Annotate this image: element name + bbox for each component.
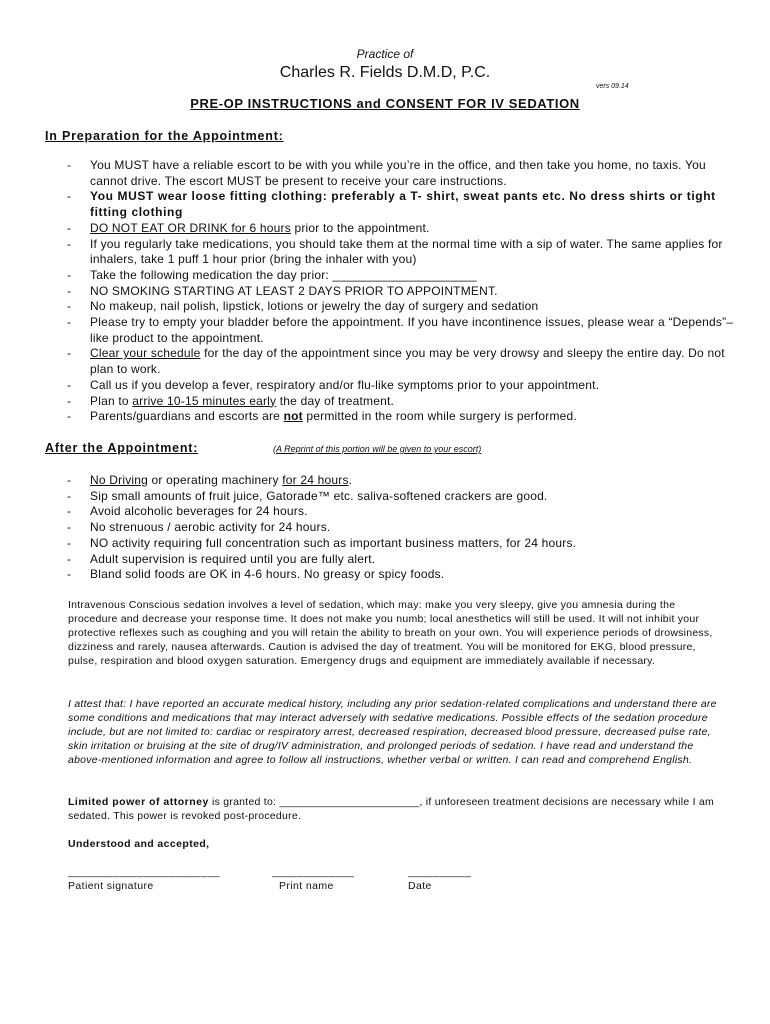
sedation-paragraph: Intravenous Conscious sedation involves a level of sedation, which may: make you very sleepy, give you amnesia during the procedure and decrease your response time. It does not make you numb; local anesthetics will still be used. It will not inhibit your protective reflexes such as coughing and you will retain the ability to breath on your own. You will experience periods of drowsiness, dizziness and rarely, nausea afterwards. Caution is advised the day of treatment. You will be monitored for EKG, blood pressure, pulse, respiration and blood oxygen saturation. Emergency drugs and equipment are immediately available if necessary.: [68, 599, 713, 667]
list-item: - Bland solid foods are OK in 4-6 hours. No greasy or spicy foods.: [67, 567, 445, 582]
list-item: - Please try to empty your bladder before the appointment. If you have incontinence issues, please wear a “Depends”–like product to the appointment.: [67, 315, 734, 345]
list-item: - Adult supervision is required until you are fully alert.: [67, 551, 376, 566]
print-name-line[interactable]: _____________: [272, 866, 355, 878]
list-item: - Call us if you develop a fever, respiratory and/or flu-like symptoms prior to your appointment.: [67, 377, 600, 392]
poa-text: is granted to: _______________________, if unforeseen treatment decisions are necessary while I am sedated. This power is revoked post-procedure.: [68, 796, 714, 822]
list-item: - No makeup, nail polish, lipstick, lotions or jewelry the day of surgery and sedation: [67, 299, 539, 314]
list-item: - NO activity requiring full concentration such as important business matters, for 24 hours.: [67, 535, 577, 550]
list-item: - Sip small amounts of fruit juice, Gatorade™ etc. saliva-softened crackers are good.: [67, 488, 548, 503]
preparation-heading: In Preparation for the Appointment:: [45, 129, 284, 143]
doctor-name: Charles R. Fields D.M.D, P.C.: [279, 64, 491, 81]
list-item: - No Driving or operating machinery for 24 hours.: [67, 473, 353, 487]
power-of-attorney-paragraph: [68, 795, 718, 823]
poa-label: Limited power of attorney: [68, 796, 209, 808]
document-title: PRE-OP INSTRUCTIONS and CONSENT FOR IV SEDATION: [190, 96, 580, 111]
list-item: - No strenuous / aerobic activity for 24 hours.: [67, 520, 331, 535]
list-item: - Clear your schedule for the day of the appointment since you may be very drowsy and sleepy the entire day. Do not plan to work.: [67, 346, 725, 377]
print-name-label: Print name: [279, 880, 334, 892]
date-line[interactable]: __________: [408, 866, 472, 878]
date-label: Date: [408, 880, 432, 892]
patient-signature-label: Patient signature: [68, 880, 154, 892]
list-item: - Avoid alcoholic beverages for 24 hours.: [67, 504, 308, 519]
after-heading: After the Appointment:: [45, 441, 199, 455]
list-item: - If you regularly take medications, you should take them at the normal time with a sip of water. The same applies for inhalers, take 1 puff 1 hour prior (bring the inhaler with you): [67, 236, 723, 267]
list-item: - You MUST have a reliable escort to be with you while you’re in the office, and then take you home, no taxis. You cannot drive. The escort MUST be present to receive your care instructions.: [67, 158, 706, 188]
list-item: - NO SMOKING STARTING AT LEAST 2 DAYS PRIOR TO APPOINTMENT.: [67, 283, 498, 298]
list-item: - Take the following medication the day prior: _____________________: [67, 267, 477, 282]
version-label: vers 09.14: [596, 83, 629, 90]
list-item: - You MUST wear loose fitting clothing: preferably a T- shirt, sweat pants etc. No dress shirts or tight fitting clothing: [67, 189, 716, 220]
attest-paragraph: I attest that: I have reported an accurate medical history, including any prior sedation-related complications and understand there are some conditions and medications that may interact adversely with sedative medications. Possible effects of the sedation procedure include, but are not limited to: cardiac or respiratory arrest, decreased respiration, decreased blood pressure, decreased pulse rate, skin irritation or bruising at the site of drug/IV administration, and prolonged periods of sedation. I have read and understand the above-mentioned information and agree to follow all instructions, whether verbal or written. I can read and comprehend English.: [68, 698, 717, 766]
practice-label: Practice of: [356, 47, 414, 61]
understood-label: Understood and accepted,: [68, 838, 210, 850]
preparation-list: [45, 158, 735, 425]
reprint-note: (A Reprint of this portion will be given to your escort): [273, 444, 482, 454]
patient-signature-line[interactable]: ________________________: [68, 866, 221, 878]
list-item: - DO NOT EAT OR DRINK for 6 hours prior to the appointment.: [67, 220, 430, 235]
after-list: [45, 473, 735, 583]
list-item: - Plan to arrive 10-15 minutes early the day of treatment.: [67, 393, 395, 408]
list-item: - Parents/guardians and escorts are not permitted in the room while surgery is performed.: [67, 409, 577, 424]
